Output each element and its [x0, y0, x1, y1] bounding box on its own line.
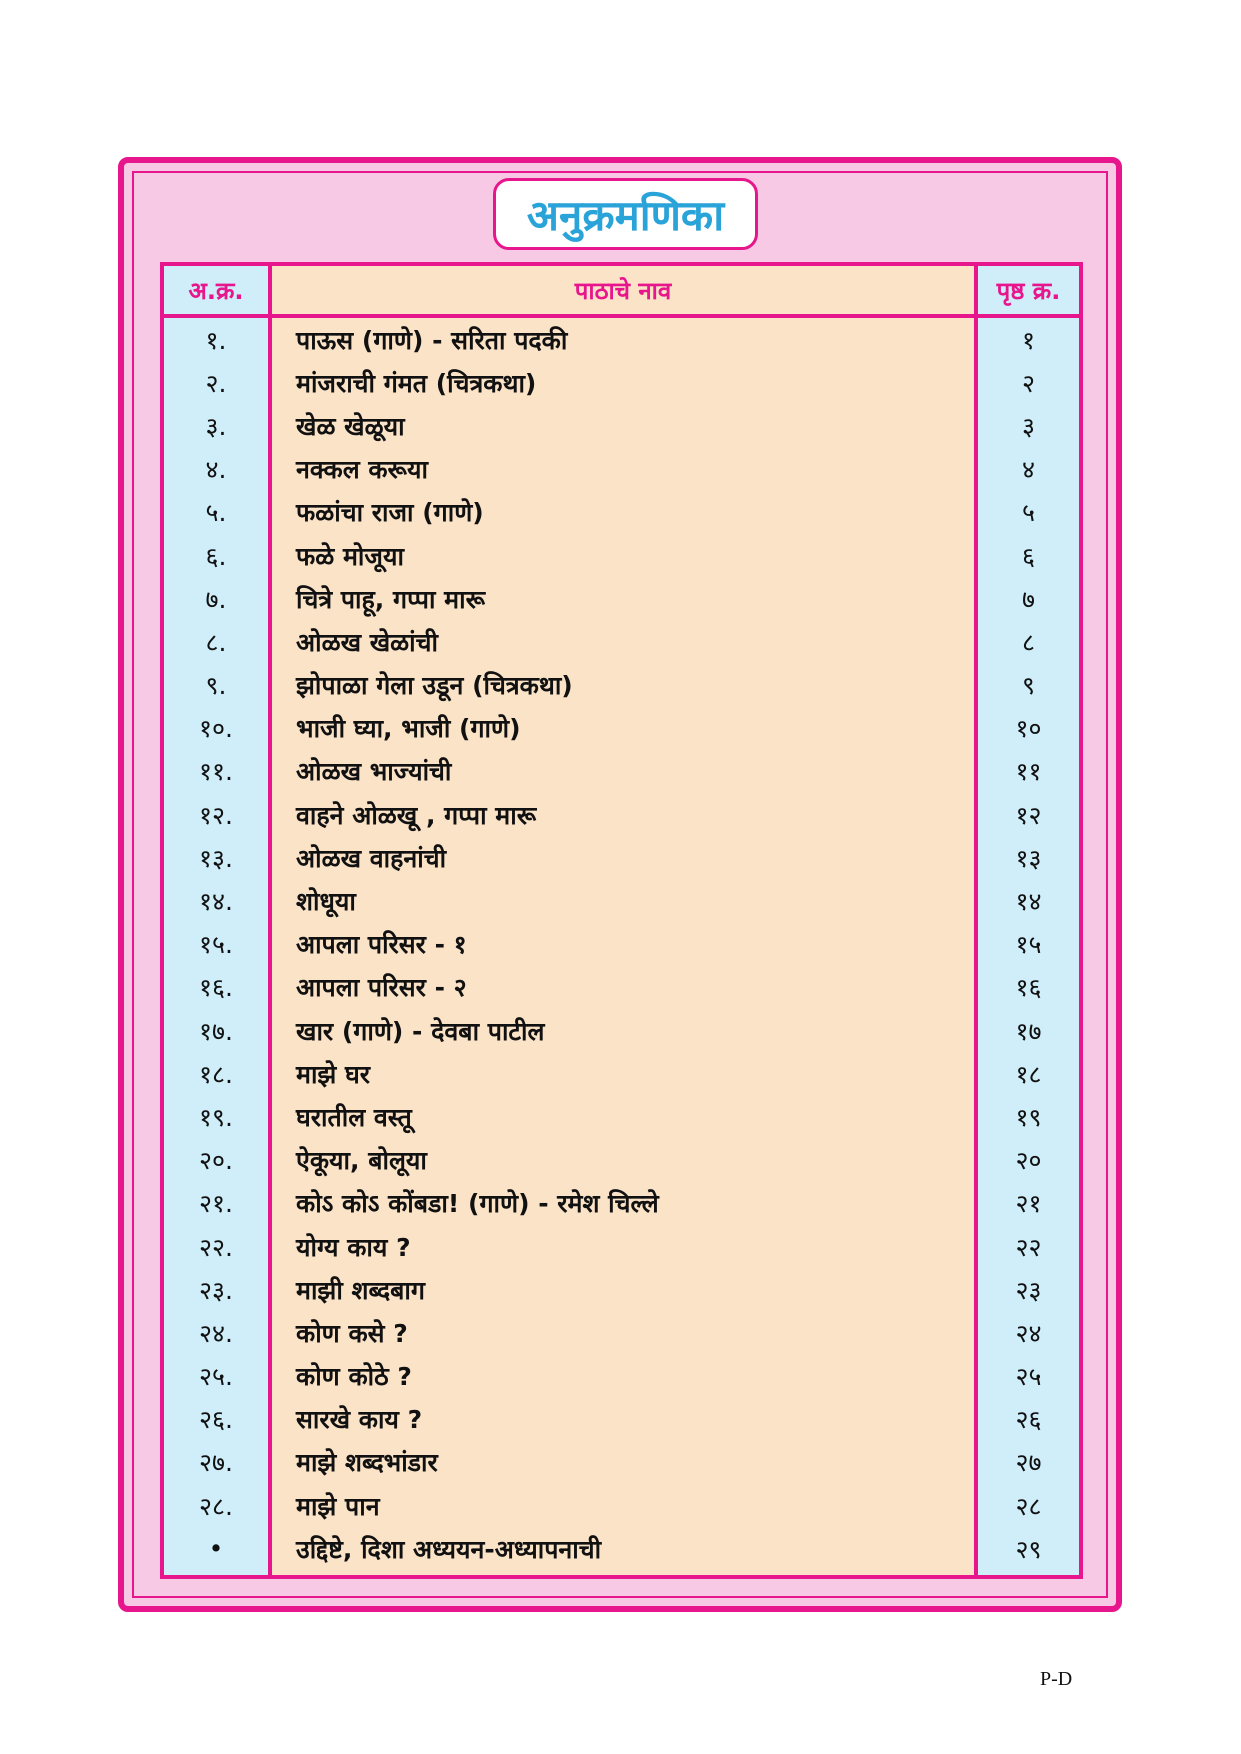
- lesson-number: २८.: [199, 1491, 233, 1521]
- table-row: [164, 404, 1079, 447]
- table-row: [164, 1311, 1079, 1354]
- lesson-page-number: ५: [1021, 498, 1035, 528]
- header-lesson: पाठाचे नाव: [574, 276, 672, 305]
- lesson-number: २१.: [199, 1189, 233, 1219]
- table-row: [164, 707, 1079, 750]
- table-row: [164, 1009, 1079, 1052]
- table-row: [164, 1484, 1079, 1527]
- lesson-page-number: २०: [1015, 1146, 1042, 1176]
- lesson-number: १२.: [199, 800, 233, 830]
- lesson-number: २७.: [199, 1448, 233, 1478]
- lesson-page-number: ६: [1021, 541, 1035, 571]
- lesson-page-number: २८: [1015, 1491, 1042, 1521]
- lesson-number: १९.: [199, 1102, 233, 1132]
- lesson-title[interactable]: माझे घर: [296, 1059, 371, 1089]
- lesson-page-number: ८: [1021, 627, 1035, 657]
- lesson-page-number: २१: [1015, 1189, 1042, 1219]
- lesson-title[interactable]: घरातील वस्तू: [296, 1102, 412, 1132]
- page-code: P-D: [1040, 1668, 1073, 1690]
- table-row: [164, 750, 1079, 793]
- lesson-number: १७.: [199, 1016, 233, 1046]
- lesson-title[interactable]: खार (गाणे) - देवबा पाटील: [296, 1016, 545, 1046]
- lesson-number: १०.: [199, 714, 233, 744]
- table-row: [164, 491, 1079, 534]
- lesson-page-number: २२: [1015, 1232, 1042, 1262]
- table-row: [164, 620, 1079, 663]
- table-row: [164, 1182, 1079, 1225]
- lesson-number: १४.: [199, 887, 233, 917]
- lesson-number: ९.: [205, 671, 227, 701]
- lesson-number: ५.: [205, 498, 227, 528]
- lesson-page-number: २९: [1015, 1534, 1042, 1564]
- lesson-number: २४.: [199, 1318, 233, 1348]
- lesson-title[interactable]: चित्रे पाहू, गप्पा मारू: [296, 584, 486, 614]
- lesson-title[interactable]: खेळ खेळूया: [296, 411, 405, 441]
- lesson-page-number: १२: [1015, 800, 1042, 830]
- lesson-number: २६.: [199, 1405, 233, 1435]
- header-serial: अ.क्र.: [188, 276, 244, 305]
- lesson-title[interactable]: नक्कल करूया: [296, 455, 428, 485]
- lesson-title[interactable]: आपला परिसर - १: [296, 930, 467, 960]
- lesson-title[interactable]: ओळख खेळांची: [296, 627, 439, 657]
- lesson-page-number: ३: [1021, 411, 1035, 441]
- page-title: अनुक्रमणिका: [526, 190, 725, 240]
- lesson-title[interactable]: कोण कसे ?: [296, 1318, 408, 1348]
- lesson-title[interactable]: फळे मोजूया: [296, 541, 404, 571]
- table-row: [164, 966, 1079, 1009]
- lesson-title[interactable]: वाहने ओळखू , गप्पा मारू: [296, 800, 537, 830]
- table-body: [164, 318, 1079, 1570]
- lesson-number: १६.: [199, 973, 233, 1003]
- lesson-page-number: १८: [1015, 1059, 1042, 1089]
- lesson-title[interactable]: फळांचा राजा (गाणे): [296, 498, 484, 528]
- lesson-page-number: २६: [1015, 1405, 1042, 1435]
- lesson-title[interactable]: मांजराची गंमत (चित्रकथा): [296, 368, 537, 398]
- table-row: [164, 836, 1079, 879]
- lesson-page-number: २: [1021, 368, 1035, 398]
- lesson-page-number: २४: [1015, 1318, 1042, 1348]
- table-row: [164, 879, 1079, 922]
- lesson-number: २.: [205, 368, 227, 398]
- lesson-title[interactable]: माझी शब्दबाग: [296, 1275, 425, 1305]
- table-row: [164, 793, 1079, 836]
- lesson-number: २२.: [199, 1232, 233, 1262]
- lesson-title[interactable]: माझे पान: [296, 1491, 380, 1521]
- table-row: [164, 1527, 1079, 1570]
- lesson-number: १.: [205, 325, 227, 355]
- lesson-page-number: ९: [1021, 671, 1035, 701]
- lesson-number: १५.: [199, 930, 233, 960]
- lesson-number: ७.: [205, 584, 227, 614]
- lesson-page-number: ११: [1015, 757, 1042, 787]
- table-header: [164, 266, 1079, 318]
- lesson-title[interactable]: शोधूया: [296, 887, 356, 917]
- lesson-number: २५.: [199, 1362, 233, 1392]
- table-row: [164, 1052, 1079, 1095]
- lesson-title[interactable]: ऐकूया, बोलूया: [296, 1146, 427, 1176]
- lesson-title[interactable]: कोऽ कोऽ कोंबडा! (गाणे) - रमेश चिल्ले: [296, 1189, 659, 1219]
- lesson-page-number: १६: [1015, 973, 1042, 1003]
- table-row: [164, 1095, 1079, 1138]
- lesson-title[interactable]: कोण कोठे ?: [296, 1362, 412, 1392]
- lesson-page-number: १३: [1015, 843, 1042, 873]
- lesson-title[interactable]: योग्य काय ?: [296, 1232, 411, 1262]
- lesson-title[interactable]: माझे शब्दभांडार: [296, 1448, 438, 1478]
- lesson-title[interactable]: भाजी घ्या, भाजी (गाणे): [296, 714, 521, 744]
- lesson-page-number: १: [1021, 325, 1035, 355]
- table-row: [164, 1225, 1079, 1268]
- lesson-title[interactable]: सारखे काय ?: [296, 1405, 423, 1435]
- table-row: [164, 448, 1079, 491]
- lesson-number: ३.: [205, 411, 227, 441]
- table-row: [164, 1139, 1079, 1182]
- lesson-page-number: ४: [1021, 455, 1035, 485]
- table-row: [164, 1268, 1079, 1311]
- lesson-number: •: [208, 1534, 224, 1564]
- lesson-page-number: १७: [1015, 1016, 1042, 1046]
- lesson-page-number: १५: [1015, 930, 1042, 960]
- table-row: [164, 923, 1079, 966]
- contents-table: [160, 262, 1083, 1579]
- lesson-number: २३.: [199, 1275, 233, 1305]
- table-row: [164, 534, 1079, 577]
- table-row: [164, 318, 1079, 361]
- table-row: [164, 577, 1079, 620]
- lesson-title[interactable]: उद्दिष्टे, दिशा अध्ययन-अध्यापनाची: [296, 1534, 602, 1564]
- table-row: [164, 1398, 1079, 1441]
- lesson-page-number: २५: [1015, 1362, 1042, 1392]
- title-box: [493, 178, 758, 250]
- lesson-page-number: १०: [1015, 714, 1042, 744]
- lesson-title[interactable]: झोपाळा गेला उडून (चित्रकथा): [296, 671, 573, 701]
- lesson-title[interactable]: पाऊस (गाणे) - सरिता पदकी: [296, 325, 568, 355]
- table-row: [164, 1441, 1079, 1484]
- lesson-page-number: ७: [1021, 584, 1035, 614]
- lesson-title[interactable]: ओळख भाज्यांची: [296, 757, 452, 787]
- lesson-page-number: १४: [1015, 887, 1042, 917]
- table-row: [164, 664, 1079, 707]
- lesson-number: १३.: [199, 843, 233, 873]
- lesson-number: ११.: [199, 757, 233, 787]
- lesson-page-number: २३: [1015, 1275, 1042, 1305]
- table-row: [164, 361, 1079, 404]
- table-row: [164, 1355, 1079, 1398]
- lesson-number: २०.: [199, 1146, 233, 1176]
- lesson-number: १८.: [199, 1059, 233, 1089]
- lesson-number: ४.: [205, 455, 227, 485]
- lesson-page-number: २७: [1015, 1448, 1042, 1478]
- header-page: पृष्ठ क्र.: [996, 276, 1061, 305]
- lesson-title[interactable]: ओळख वाहनांची: [296, 843, 447, 873]
- lesson-number: ६.: [205, 541, 227, 571]
- lesson-page-number: १९: [1015, 1102, 1042, 1132]
- lesson-number: ८.: [205, 627, 227, 657]
- lesson-title[interactable]: आपला परिसर - २: [296, 973, 467, 1003]
